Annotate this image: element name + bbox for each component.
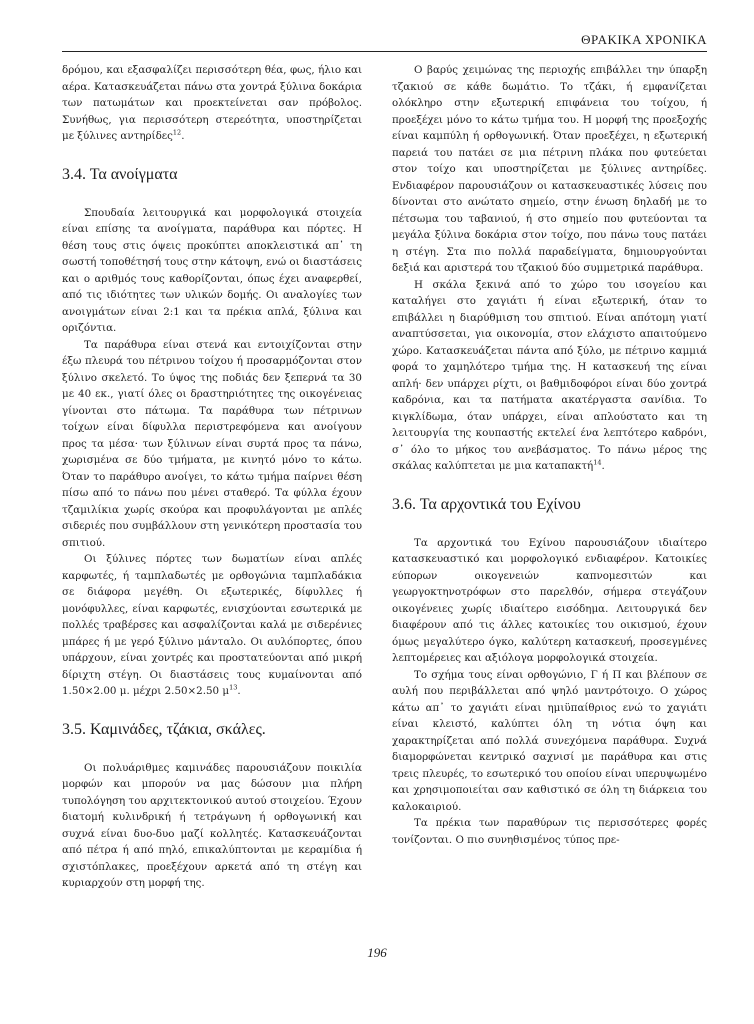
paragraph: Οι πολυάριθμες καμινάδες παρουσιάζουν ποικιλία μορφών και μπορούν να μας δώσουν μια πλήρη τυπολόγηση του αρχιτεκτονικού αυτού στοιχείου. Έχουν διατομή κυλινδρική ή τετράγωνη ή ορθογωνική και συχνά είναι δυο-δυο μαζί κολλητές. Κατασκευάζονται από πέτρα ή από πηλό, επικαλύπτονται με κεραμίδια ή σχιστόπλακες, προεξέχουν αρκετά από τη στέγη και κυριαρχούν στη μορφή της. (62, 761, 362, 889)
page-number: 196 (367, 945, 387, 960)
paragraph-text: Οι ξύλινες πόρτες των δωματίων είναι απλές καρφωτές, ή ταμπλαδωτές με ορθογώνια ταμπλαδάκια σε διάφορα μεγέθη. Οι εξωτερικές, δίφυλλες ή μονόφυλλες, είναι καρφωτές, ενισχύονται εσωτερικά με πολλές τραβέρσες και ασφαλίζονται καλά με σιδερένιες μπάρες ή με γερό ξύλινο μάνταλο. Οι αυλόπορτες, όπου υπάρχουν, είναι χοντρές και προστατεύονται από μικρή δίριχτη στέγη. Οι διαστάσεις τους κυμαίνονται από 1.50×2.00 μ. μέχρι 2.50×2.50 μ (62, 553, 362, 697)
section-heading-3-4: 3.4. Τα ανοίγματα (62, 165, 178, 183)
paragraph-end: . (181, 130, 185, 142)
left-column (62, 62, 362, 892)
running-head: ΘΡΑΚΙΚΑ ΧΡΟΝΙΚΑ (581, 32, 707, 47)
paragraph: Σπουδαία λειτουργικά και μορφολογικά στοιχεία είναι επίσης τα ανοίγματα, παράθυρα και πόρτες. Η θέση τους στις όψεις προκύπτει αποκλειστικά απ᾽ τη σωστή τοποθέτησή τους στην κάτοψη, ενώ οι διαστάσεις και ο αριθμός τους καθορίζονται, όπως έχει αναφερθεί, από τις ιδιότητες των υλικών δομής. Οι αναλογίες των ανοιγμάτων είναι 2:1 και τα πρέκια απλά, ξύλινα και οριζόντια. (62, 206, 362, 334)
paragraph (62, 551, 362, 700)
section-heading-3-6: 3.6. Τα αρχοντικά του Εχίνου (392, 495, 581, 513)
paragraph: Τα πρέκια των παραθύρων τις περισσότερες φορές τονίζονται. Ο πιο συνηθισμένος τύπος πρε- (392, 817, 707, 846)
paragraph: Τα παράθυρα είναι στενά και εντοιχίζονται στην έξω πλευρά του πέτρινου τοίχου ή προσαρμόζονται στον ξύλινο σκελετό. Το ύψος της ποδιάς δεν ξεπερνά τα 30 με 40 εκ., γιατί όλες οι δραστηριότητες της οικογένειας γίνονται στο πάτωμα. Τα παράθυρα των πέτρινων τοίχων είναι δίφυλλα περιστρεφόμενα και ανοίγουν προς τα μέσα· των ξύλινων είναι συρτά προς τα πάνω, χωρισμένα σε δύο τμήματα, με κινητό μόνο το κάτω. Όταν το παράθυρο ανοίγει, το κάτω τμήμα παίρνει θέση πίσω από το πάνω που μένει σταθερό. Τα φύλλα έχουν τζαμιλίκια χωρίς σκούρα και προφυλάγονται με απλές σιδεριές που συμβάλλουν στη γενικότερη προστασία του σπιτιού. (62, 338, 362, 549)
paragraph (392, 277, 707, 475)
paragraph-end: . (601, 460, 605, 472)
paragraph-text: δρόμου, και εξασφαλίζει περισσότερη θέα, φως, ήλιο και αέρα. Κατασκευάζεται πάνω στα χοντρά ξύλινα δοκάρια των πατωμάτων και προεκτείνεται σαν πρόβολος. Συνήθως, για περισσότερη στερεότητα, υποστηρίζεται με ξύλινες αντηρίδες (62, 64, 362, 142)
paragraph: Ο βαρύς χειμώνας της περιοχής επιβάλλει την ύπαρξη τζακιού σε κάθε δωμάτιο. Το τζάκι, ή εμφανίζεται ολόκληρο στην εξωτερική επιφάνεια του τοίχου, ή προεξέχει μόνο το κάτω τμήμα του. Η μορφή της προεξοχής είναι καμπύλη ή ορθογωνική. Όταν προεξέχει, η εξωτερική παρειά του πατάει σε μια πέτρινη πλάκα που φυτεύεται στον τοίχο και υποστηρίζεται με ξύλινες αντηρίδες. Ενδιαφέρον παρουσιάζουν οι κατασκευαστικές λύσεις που δίνονται στο ανώτατο σημείο, στην ένωση δηλαδή με το πέτσωμα του ταβανιού, ή στο σημείο που φυτεύονται τα μεγάλα ξύλινα δοκάρια στον τοίχο, που πάνω τους πατάει η στέγη. Στα πιο πολλά παραδείγματα, δημιουργούνται δεξιά και αριστερά του τζακιού δύο συμμετρικά παράθυρα. (392, 64, 707, 274)
paragraph-end: . (237, 685, 241, 697)
section-heading-3-5: 3.5. Καμινάδες, τζάκια, σκάλες. (62, 720, 266, 738)
paragraph: Τα αρχοντικά του Εχίνου παρουσιάζουν ιδιαίτερο κατασκευαστικό και μορφολογικό ενδιαφέρον. Κατοικίες εύπορων οικογενειών καπνομεσιτών και γεωργοκτηνοτρόφων στο παρελθόν, σήμερα στεγάζουν οικογένειες χωρίς ιδιαίτερο εισόδημα. Λειτουργικά δεν διαφέρουν από τις άλλες κατοικίες του οικισμού, έχουν όμως μεγαλύτερο όγκο, καλύτερη κατασκευή, προσεγμένες λεπτομέρειες και αξιόλογα μορφολογικά στοιχεία. (392, 536, 707, 664)
paragraph: Το σχήμα τους είναι ορθογώνιο, Γ ή Π και βλέπουν σε αυλή που περιβάλλεται από ψηλό μαντρότοιχο. Ο χώρος κάτω απ᾽ το χαγιάτι είναι ημιϋπαίθριος ενώ το χαγιάτι είναι κλειστό, καλύπτει όλη τη νότια όψη και χαρακτηρίζεται από πολλά συνεχόμενα παράθυρα. Συχνά διαμορφώνεται κεντρικό σαχνισί με παράθυρα και στις τρεις πλευρές, το εσωτερικό του οποίου είναι υπερυψωμένο και χρησιμοποιείται σαν καθιστικό σε όλη τη διάρκεια του καλοκαιριού. (392, 668, 707, 813)
continued-paragraph (62, 62, 362, 145)
footnote-ref-12: 12 (172, 128, 182, 137)
right-column (392, 62, 707, 848)
footnote-ref-13: 13 (229, 683, 238, 692)
paragraph-text: Η σκάλα ξεκινά από το χώρο του ισογείου και καταλήγει στο χαγιάτι ή είναι εξωτερική, όταν το επιβάλλει η διαρύθμιση του σπιτιού. Είναι απότομη γιατί αναπτύσσεται, για οικονομία, στον ελάχιστο απαιτούμενο χώρο. Κατασκευάζεται πάντα από ξύλο, με πέτρινο καμμιά φορά το χαμηλότερο τμήμα της. Η κατασκευή της είναι απλή· δεν υπάρχει ρίχτι, οι βαθμιδοφόροι είναι δύο χοντρά καδρόνια, και τα πατήματα ακατέργαστα σανίδια. Το κιγκλίδωμα, όταν υπάρχει, είναι απλούστατο και τη λειτουργία της κουπαστής εκτελεί ένα λεπτότερο καδρόνι, σ᾽ όλο το μήκος του ανεβάσματος. Το πάνω μέρος της σκάλας καλύπτεται με μια καταπακτή (392, 278, 707, 472)
footnote-ref-14: 14 (593, 458, 602, 467)
header-rule (62, 51, 707, 52)
